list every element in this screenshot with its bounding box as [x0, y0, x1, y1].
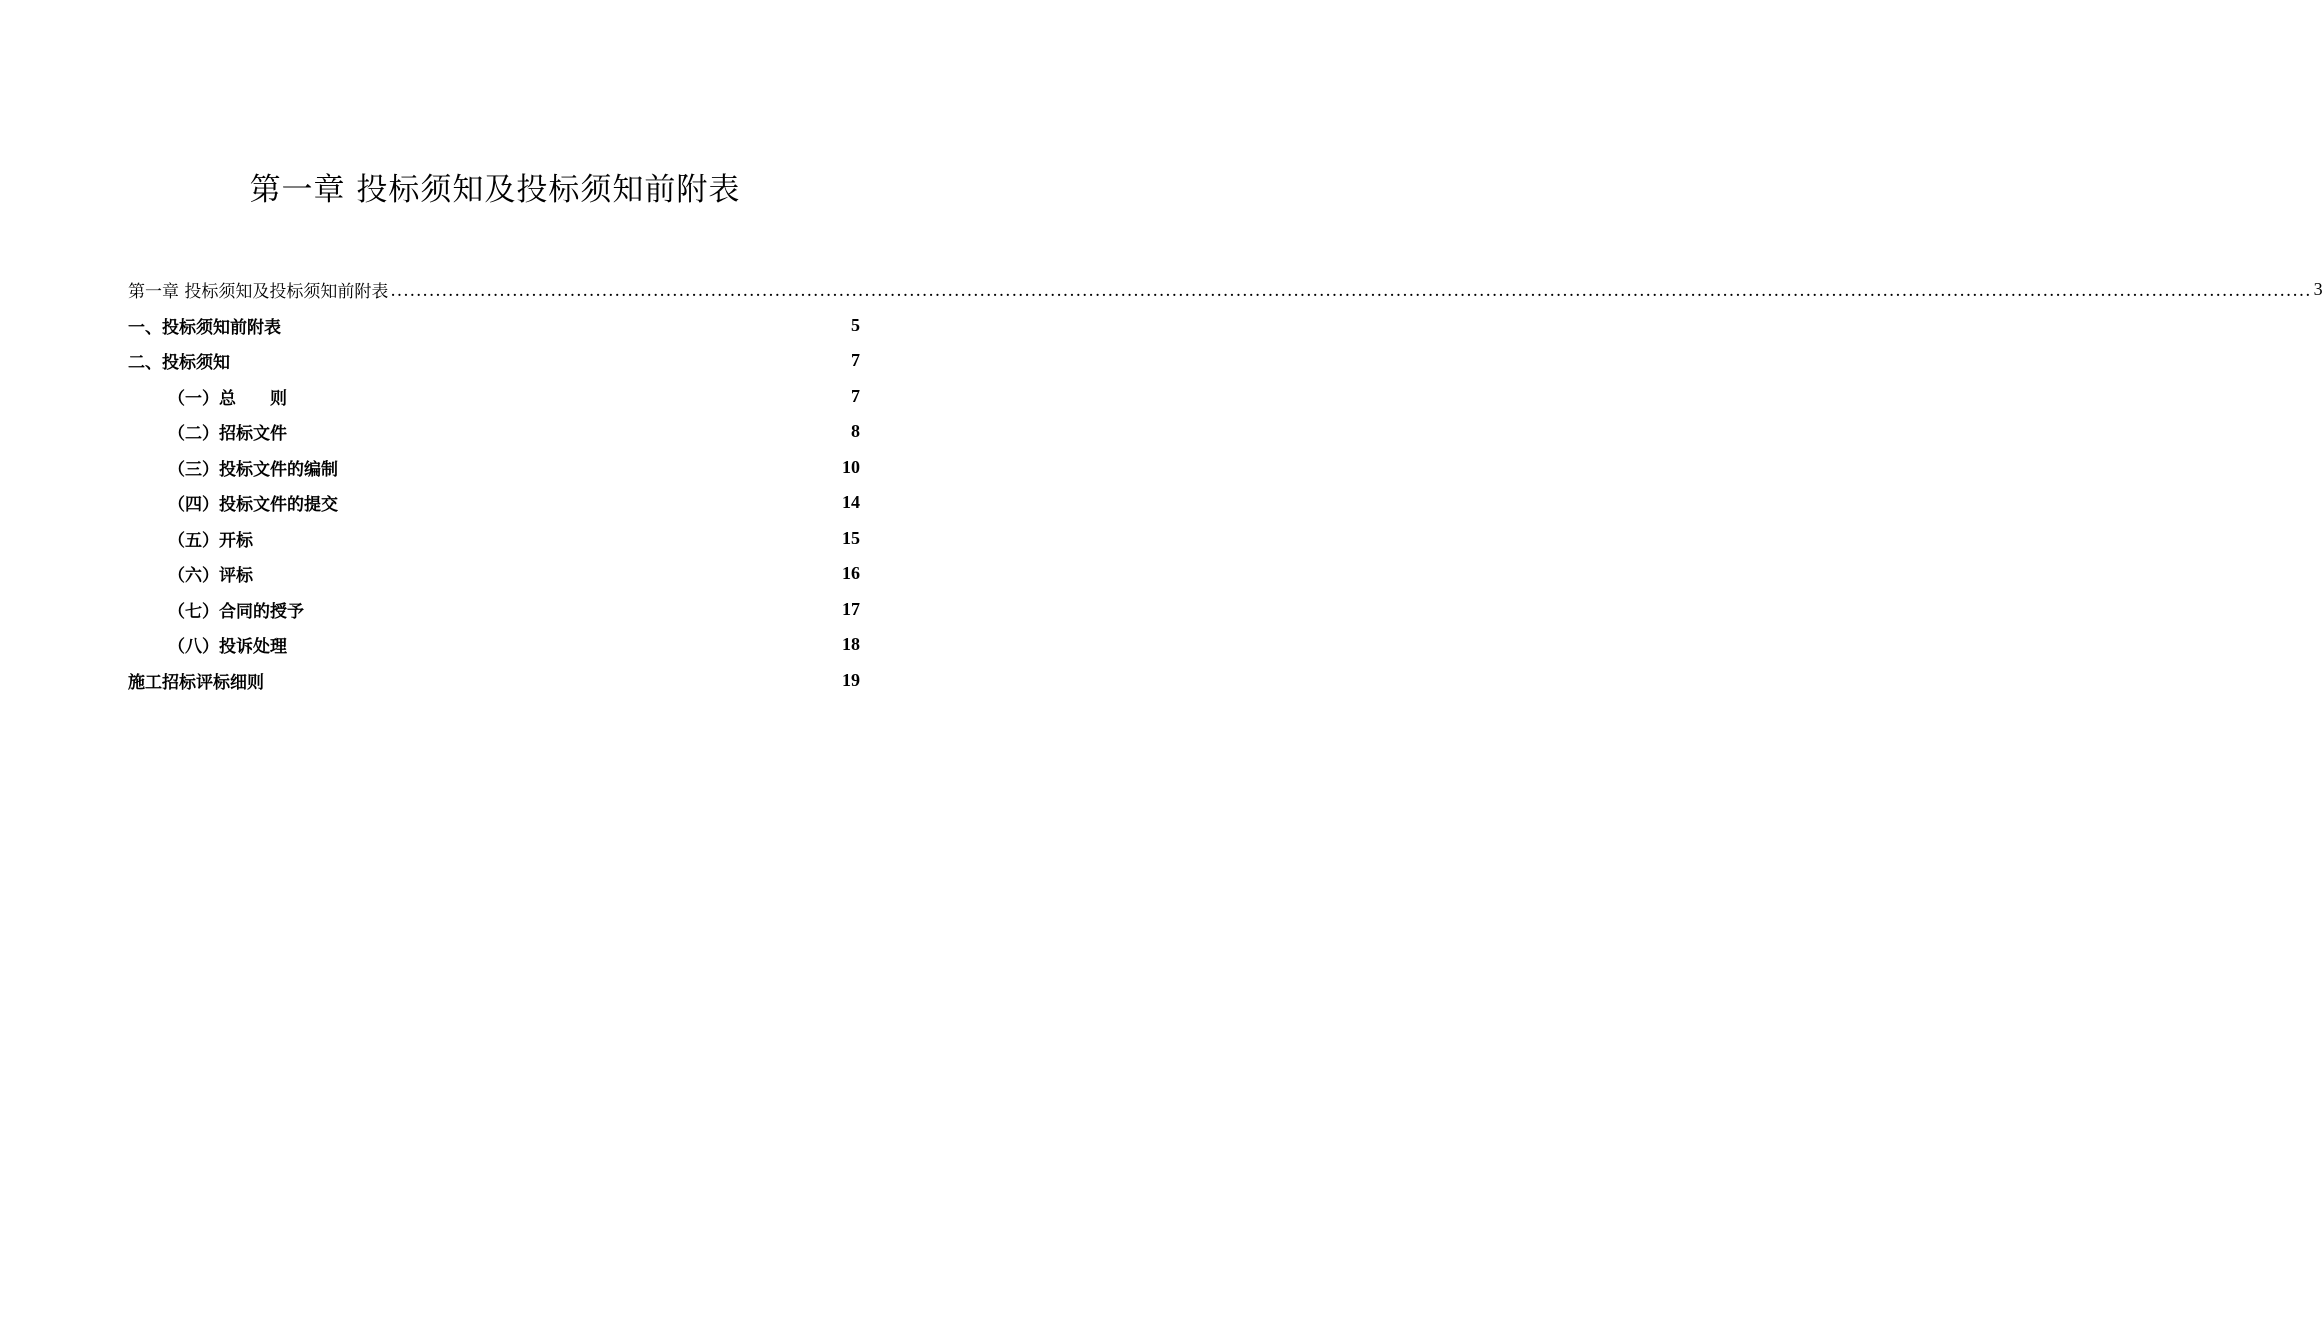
- toc-entry[interactable]: [128, 343, 860, 379]
- toc-entry-page: 10: [842, 456, 860, 477]
- toc-entry-page: 5: [851, 314, 860, 335]
- toc-entry-label: 二、投标须知: [128, 353, 230, 374]
- toc-entry[interactable]: [128, 627, 860, 663]
- toc-entry[interactable]: [128, 485, 860, 521]
- toc-entry-label: （三）投标文件的编制: [168, 459, 338, 480]
- toc-entry-label: （四）投标文件的提交: [168, 495, 338, 516]
- toc-entry-label: （六）评标: [168, 566, 253, 587]
- toc-entry-page: 18: [842, 634, 860, 655]
- toc-entry-label: （二）招标文件: [168, 424, 287, 445]
- toc-entry-page: 7: [851, 350, 860, 371]
- toc-entry-page: 3: [2313, 279, 2323, 300]
- toc-entry[interactable]: [128, 663, 860, 699]
- toc-entry[interactable]: [128, 272, 2323, 308]
- toc-entry[interactable]: [128, 414, 860, 450]
- toc-entry-page: 17: [842, 598, 860, 619]
- toc-entry-label: 第一章 投标须知及投标须知前附表: [128, 282, 389, 303]
- toc-entry-label: （五）开标: [168, 530, 253, 551]
- toc-leader-dots: ............................................................................................................................................................................................................................................................................................................: [390, 280, 2312, 301]
- table-of-contents: [128, 272, 2323, 698]
- toc-entry-page: 16: [842, 563, 860, 584]
- chapter-title: 第一章 投标须知及投标须知前附表: [249, 172, 741, 208]
- toc-entry-page: 7: [851, 385, 860, 406]
- toc-entry[interactable]: [128, 379, 860, 415]
- toc-entry-label: 一、投标须知前附表: [128, 317, 281, 338]
- toc-entry[interactable]: [128, 592, 860, 628]
- toc-entry[interactable]: [128, 556, 860, 592]
- toc-entry-label: 施工招标评标细则: [128, 672, 264, 693]
- toc-entry-page: 8: [851, 421, 860, 442]
- toc-entry-label: （一）总 则: [168, 388, 287, 409]
- toc-entry-label: （七）合同的授予: [168, 601, 304, 622]
- toc-entry-label: （八）投诉处理: [168, 637, 287, 658]
- toc-entry[interactable]: [128, 521, 860, 557]
- toc-entry-page: 19: [842, 669, 860, 690]
- toc-entry-page: 15: [842, 527, 860, 548]
- toc-entry-page: 14: [842, 492, 860, 513]
- toc-entry[interactable]: [128, 450, 860, 486]
- toc-entry[interactable]: [128, 308, 860, 344]
